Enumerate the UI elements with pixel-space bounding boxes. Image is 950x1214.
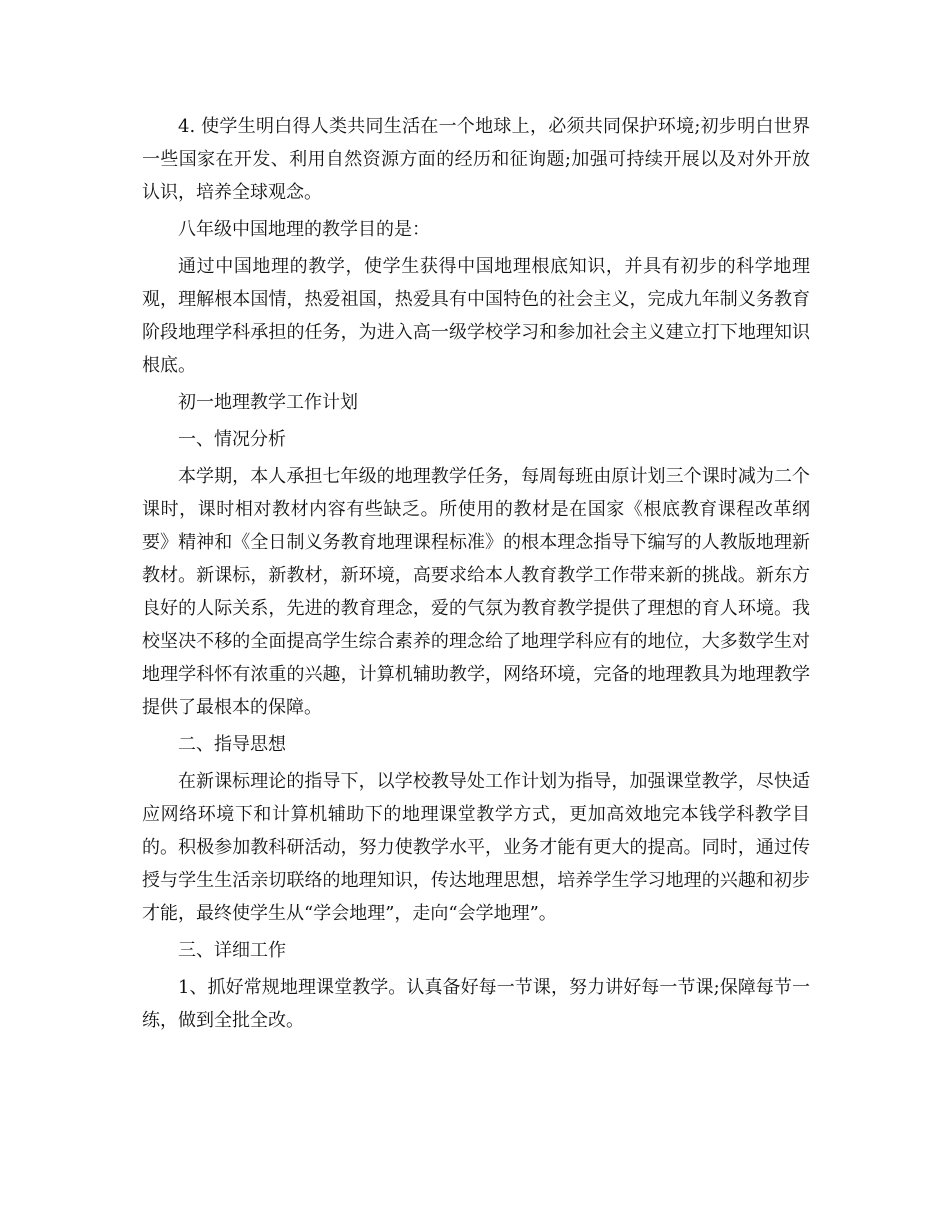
- heading-situation-analysis: 一、情况分析: [178, 429, 286, 450]
- paragraph-grade8-objective: 通过中国地理的教学，使学生获得中国地理根底知识，并具有初步的科学地理观，理解根本国情，热爱祖国，热爱具有中国特色的社会主义，完成九年制义务教育阶段地理学科承担的任务，为进入高一级学校学习和参加社会主义建立打下地理知识根底。: [142, 256, 810, 376]
- section-title: 初一地理教学工作计划: [178, 392, 358, 413]
- heading-detailed-work: 三、详细工作: [178, 940, 286, 961]
- paragraph-detailed-work-1: 1、抓好常规地理课堂教学。认真备好每一节课，努力讲好每一节课;保障每节一练，做到全批全改。: [142, 977, 810, 1031]
- paragraph-objective-4: 4. 使学生明白得人类共同生活在一个地球上，必须共同保护环境;初步明白世界一些国家在开发、利用自然资源方面的经历和征询题;加强可持续开展以及对外开放认识，培养全球观念。: [142, 116, 810, 203]
- paragraph-situation-analysis: 本学期，本人承担七年级的地理教学任务，每周每班由原计划三个课时减为二个课时，课时相对教材内容有些缺乏。所使用的教材是在国家《根底教育课程改革纲要》精神和《全日制义务教育地理课程标准》的根本理念指导下编写的人教版地理新教材。新课标，新教材，新环境，高要求给本人教育教学工作带来新的挑战。新东方良好的人际关系，先进的教育理念，爱的气氛为教育教学提供了理想的育人环境。我校坚决不移的全面提高学生综合素养的理念给了地理学科应有的地位，大多数学生对地理学科怀有浓重的兴趣，计算机辅助教学，网络环境，完备的地理教具为地理教学提供了最根本的保障。: [142, 466, 810, 718]
- heading-guiding-ideology: 二、指导思想: [178, 734, 286, 755]
- document-body: [142, 110, 810, 1037]
- paragraph-guiding-ideology: 在新课标理论的指导下，以学校教导处工作计划为指导，加强课堂教学，尽快适应网络环境下和计算机辅助下的地理课堂教学方式，更加高效地完本钱学科教学目的。积极参加教科研活动，努力使教学水平，业务才能有更大的提高。同时，通过传授与学生生活亲切联络的地理知识，传达地理思想，培养学生学习地理的兴趣和初步才能，最终使学生从“学会地理”，走向“会学地理”。: [142, 771, 810, 924]
- paragraph-grade8-objective-heading: 八年级中国地理的教学目的是：: [178, 219, 430, 240]
